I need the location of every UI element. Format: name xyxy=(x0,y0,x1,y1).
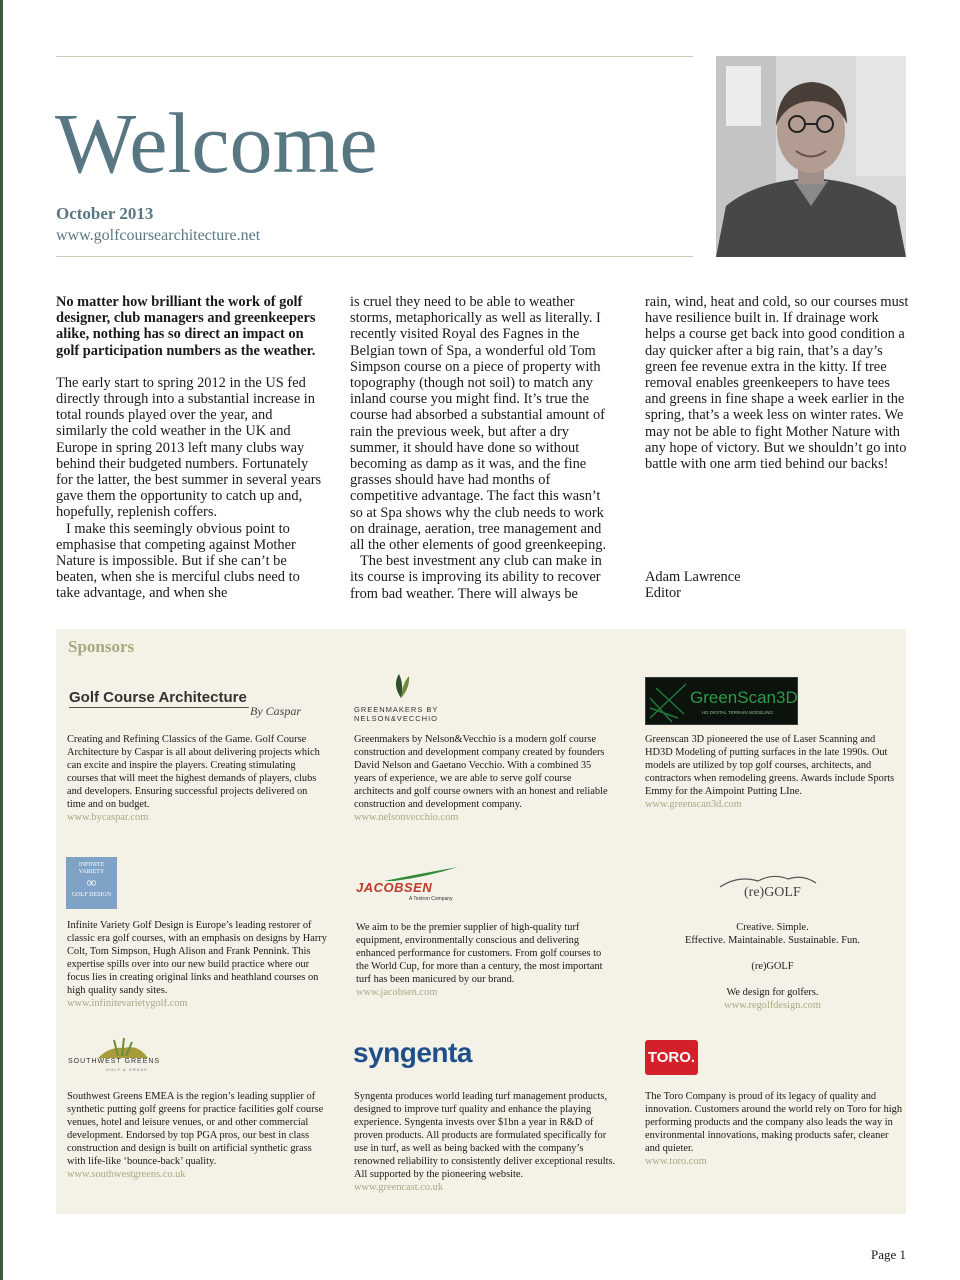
greenscan-logo-text: GreenScan3D xyxy=(690,688,798,707)
article-column-1 xyxy=(56,294,322,602)
page-title: Welcome xyxy=(55,95,378,191)
jacobsen-logo-sub: A Textron Company xyxy=(409,896,453,902)
sponsor-syngenta-text: Syngenta produces world leading turf management products, designed to improve turf quality and enhance the playing experience. Syngenta invests over $1bn a year in R&D of proven products. All products are formulated specifically for use in turf, as well as being backed with the company’s renowned reliability to consistently deliver exceptional results. All supported by the pioneering website. xyxy=(354,1091,616,1180)
sponsor-caspar-link[interactable]: www.bycaspar.com xyxy=(67,812,149,823)
greenscan-logo-sub: HD DIGITAL TERRAIN MODELING xyxy=(702,710,773,715)
article-column-2 xyxy=(350,294,616,602)
syngenta-logo xyxy=(353,1037,483,1077)
syngenta-logo-text: syngenta xyxy=(353,1037,472,1068)
sponsor-toro xyxy=(645,1090,903,1168)
greenscan-grid-icon xyxy=(648,678,688,724)
editor-role: Editor xyxy=(645,585,681,602)
website-url[interactable]: www.golfcoursearchitecture.net xyxy=(56,227,261,244)
sponsor-toro-link[interactable]: www.toro.com xyxy=(645,1156,707,1167)
top-rule xyxy=(56,56,693,57)
sponsor-syngenta-link[interactable]: www.greencast.co.uk xyxy=(354,1182,444,1193)
sponsor-greenscan xyxy=(645,733,903,811)
header-rule xyxy=(56,256,693,257)
article-lead: No matter how brilliant the work of golf designer, club managers and greenkeepers alike, nothing has so direct an impact on golf participation numbers as the weather. xyxy=(56,294,316,359)
caspar-logo xyxy=(69,689,304,719)
greenscan-logo xyxy=(645,677,798,725)
sponsor-jacobsen xyxy=(356,921,606,999)
sponsor-southwest-greens-link[interactable]: www.southwestgreens.co.uk xyxy=(67,1169,186,1180)
southwest-greens-logo-text: SOUTHWEST GREENS xyxy=(68,1058,161,1065)
jacobsen-logo-text: JACOBSEN xyxy=(356,880,433,895)
article-paragraph-2-continued: is cruel they need to be able to weather storms, metaphorically as well as literally. I recently visited Royal des Fagnes in the Belgian town of Spa, a wonderful old Tom Simpson course on a piece of property with topography (though not soil) to match any inland course you might find. It’s true the course had absorbed a substantial amount of rain the previous week, but after a dry summer, it should have done so without becoming as damp as it was, and the fine grasses should have had months of competitive advantage. The fact this wasn’t so at Spa shows why the club needs to work on drainage, aeration, tree management and all the other elements of good greenkeeping. xyxy=(350,294,607,554)
sponsor-regolf-line3: (re)GOLF xyxy=(751,961,794,972)
jacobsen-swoosh-icon xyxy=(354,867,464,881)
issue-date: October 2013 xyxy=(56,204,154,223)
article-paragraph-3-start: The best investment any club can make in its course is improving its ability to recover from bad weather. There will always be xyxy=(350,553,602,602)
sponsor-caspar-text: Creating and Refining Classics of the Game. Golf Course Architecture by Caspar is all about delivering projects which can excite and inspire the players. Creating stimulating courses that will meet the highest demands of players, clubs and developers. Ensuring successful projects delivered on time and on budget. xyxy=(67,734,320,810)
regolf-logo xyxy=(718,871,818,907)
greenmakers-logo-text: GREENMAKERS BY xyxy=(354,705,439,714)
greenmakers-logo xyxy=(354,670,464,722)
editor-name: Adam Lawrence xyxy=(645,569,741,585)
jacobsen-logo xyxy=(354,867,464,907)
infinite-variety-logo xyxy=(66,857,117,909)
sponsor-greenmakers xyxy=(354,733,612,824)
sponsor-toro-text: The Toro Company is proud of its legacy of quality and innovation. Customers around the world rely on Toro for high performing products and the company also leads the way in environmental innovations, making products safer, cleaner and quieter. xyxy=(645,1091,903,1154)
infinite-variety-logo-text: INFINITE VARIETY xyxy=(78,862,105,875)
southwest-greens-logo xyxy=(68,1034,180,1076)
sponsor-regolf-line4: We design for golfers. xyxy=(726,987,819,998)
sponsor-southwest-greens-text: Southwest Greens EMEA is the region’s leading supplier of synthetic putting golf greens for practice facilities golf course venues, hotel and leisure venues, or and other commercial development. Endorsed by top PGA pros, our best in class construction and design is built on artificial synthetic grass with life-like ‘bounce-back’ quality. xyxy=(67,1091,324,1167)
regolf-logo-text: (re)GOLF xyxy=(744,885,801,900)
toro-logo-text: TORO. xyxy=(647,1049,696,1066)
sponsors-panel xyxy=(56,629,906,1214)
sponsor-greenscan-link[interactable]: www.greenscan3d.com xyxy=(645,799,742,810)
editor-photo xyxy=(716,56,906,257)
sponsor-greenmakers-text: Greenmakers by Nelson&Vecchio is a modern golf course construction and development company created by founders David Nelson and Gaetano Vecchio. With a combined 35 years of experience, we are able to serve golf course architects and golf course owners with an honest and reliable construction and development company. xyxy=(354,734,608,810)
page-edge-bar xyxy=(0,0,3,1280)
infinity-icon: ∞ xyxy=(86,876,97,891)
sponsor-infinite-variety xyxy=(67,919,329,1010)
sponsor-regolf-line1: Creative. Simple. xyxy=(736,922,809,933)
sponsor-jacobsen-link[interactable]: www.jacobsen.com xyxy=(356,987,438,998)
greenmakers-logo-sub: NELSON&VECCHIO xyxy=(354,714,439,723)
page-number: Page 1 xyxy=(870,1247,906,1262)
article-paragraph-3-continued: rain, wind, heat and cold, so our courses must have resilience built in. If drainage work helps a course get back into good condition a day quicker after a big rain, that’s a day’s green fee revenue extra in the kitty. If tree removal enables greenkeepers to have tees and greens in fine shape a week earlier in the spring, that’s a week less on winter rates. We may not be able to fight Mother Nature with any hope of victory. But we shouldn’t go into battle with one arm tied behind our backs! xyxy=(645,294,909,473)
sponsor-greenscan-text: Greenscan 3D pioneered the use of Laser Scanning and HD3D Modeling of putting surfaces in the late 1990s. Out models are utilized by top golf courses, architects, and contractors when remodeling greens. Awards include Sports Emmy for the Aimpoint Putting LIne. xyxy=(645,734,895,797)
sponsor-infinite-variety-link[interactable]: www.infinitevarietygolf.com xyxy=(67,998,188,1009)
sponsor-regolf xyxy=(641,921,904,1012)
southwest-greens-grass-icon xyxy=(68,1034,180,1060)
caspar-logo-sub: By Caspar xyxy=(250,704,301,718)
southwest-greens-logo-sub: GOLF & GRASS xyxy=(106,1067,148,1072)
sponsor-syngenta xyxy=(354,1090,616,1194)
sponsor-caspar xyxy=(67,733,325,824)
caspar-logo-text: Golf Course Architecture xyxy=(69,689,247,706)
sponsors-heading: Sponsors xyxy=(68,637,135,656)
sponsor-jacobsen-text: We aim to be the premier supplier of high-quality turf equipment, environmentally conscious and delivering enhanced performance for customers. From golf courses to the World Cup, for more than a century, the most important turf has been manicured by our brand. xyxy=(356,922,603,985)
article-paragraph-1: The early start to spring 2012 in the US fed directly through into a substantial increase in total rounds played over the year, and similarly the cold weather in the UK and Europe in spring 2013 left many clubs way behind their budgeted numbers. Fortunately for the latter, the best summer in several years gave them the opportunity to catch up and, hopefully, replenish coffers. xyxy=(56,374,322,521)
signature xyxy=(645,569,741,601)
sponsor-infinite-variety-text: Infinite Variety Golf Design is Europe’s leading restorer of classic era golf courses, with an emphasis on designs by Harry Colt, Tom Simpson, Hugh Alison and Frank Pennink. This expertise spills over into our new build practice where our focus lies in creating original links and heathland courses on high quality sandy sites. xyxy=(67,920,327,996)
article-paragraph-2-start: I make this seemingly obvious point to emphasise that competing against Mother Nature is impossible. But if she can’t be beaten, when she is merciful clubs need to take advantage, and when she xyxy=(56,520,300,602)
sponsor-regolf-line2: Effective. Maintainable. Sustainable. Fun. xyxy=(685,935,860,946)
toro-logo xyxy=(645,1040,698,1075)
sponsor-regolf-link[interactable]: www.regolfdesign.com xyxy=(724,1000,821,1011)
article-column-3 xyxy=(645,294,911,472)
sponsor-greenmakers-link[interactable]: www.nelsonvecchio.com xyxy=(354,812,459,823)
greenmakers-leaf-icon xyxy=(354,670,464,700)
infinite-variety-logo-sub: GOLF DESIGN xyxy=(71,892,112,898)
sponsor-southwest-greens xyxy=(67,1090,329,1181)
